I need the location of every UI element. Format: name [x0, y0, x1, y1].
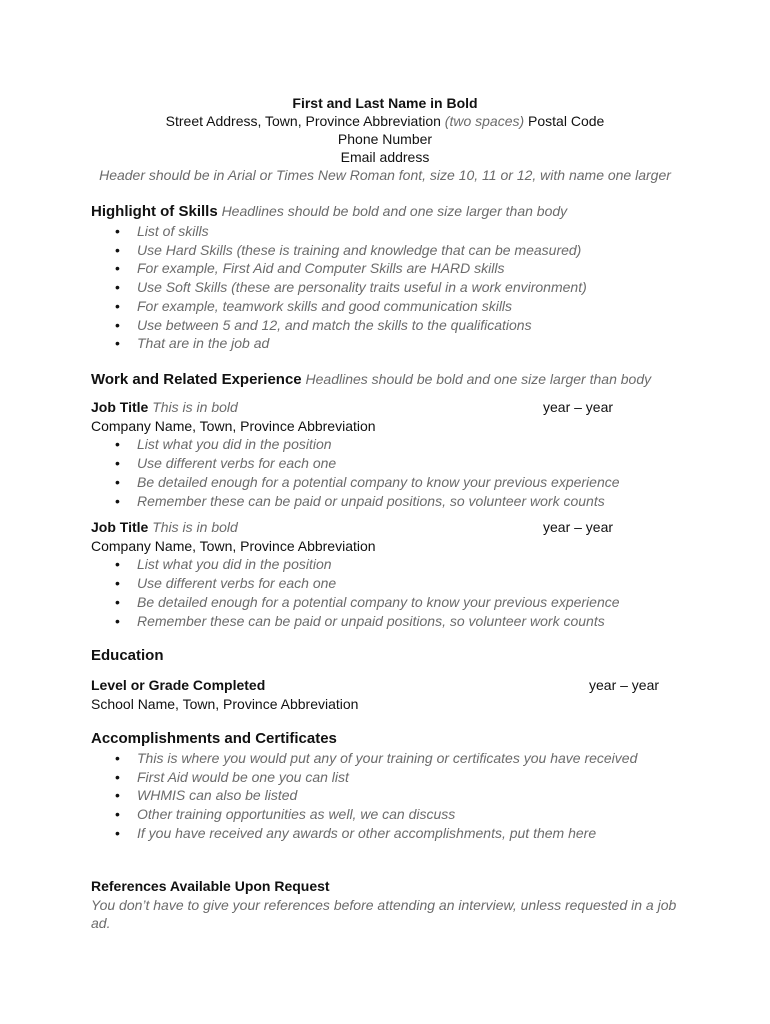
skills-section	[91, 201, 681, 353]
list-item: • Use between 5 and 12, and match the skills to the qualifications	[137, 316, 681, 335]
job-entry	[91, 398, 681, 510]
job-title: Job Title	[91, 399, 149, 415]
list-item: • WHMIS can also be listed	[137, 786, 681, 805]
list-item: • That are in the job ad	[137, 334, 681, 353]
list-item: • For example, First Aid and Computer Skills are HARD skills	[137, 259, 681, 278]
phone-number: Phone Number	[337, 131, 433, 147]
skills-list	[91, 222, 681, 353]
list-item: • Remember these can be paid or unpaid positions, so volunteer work counts	[137, 612, 681, 631]
references-section	[91, 877, 681, 933]
email-address: Email address	[340, 149, 430, 165]
list-item: • This is where you would put any of your training or certificates you have received	[137, 749, 681, 768]
postal-code: Postal Code	[528, 113, 605, 129]
address-note: (two spaces)	[444, 113, 525, 129]
street-address: Street Address, Town, Province Abbreviation	[165, 113, 441, 129]
education-years: year – year	[589, 677, 660, 693]
skills-heading: Highlight of Skills	[91, 203, 218, 220]
list-item: • First Aid would be one you can list	[137, 768, 681, 787]
job-title-note: This is in bold	[152, 519, 238, 535]
applicant-name: First and Last Name in Bold	[292, 95, 478, 111]
resume-header	[0, 94, 770, 184]
list-item: • If you have received any awards or other accomplishments, put them here	[137, 824, 681, 843]
references-heading: References Available Upon Request	[91, 878, 330, 894]
list-item: • Use different verbs for each one	[137, 454, 681, 473]
education-level: Level or Grade Completed	[91, 677, 266, 693]
accomplishments-section	[91, 728, 681, 843]
experience-heading: Work and Related Experience	[91, 371, 302, 388]
list-item: • Remember these can be paid or unpaid positions, so volunteer work counts	[137, 492, 681, 511]
experience-heading-note: Headlines should be bold and one size larger than body	[305, 371, 652, 387]
company-info: Company Name, Town, Province Abbreviation	[91, 417, 376, 434]
job-years: year – year	[543, 519, 614, 535]
list-item: • Use different verbs for each one	[137, 574, 681, 593]
experience-section	[91, 369, 681, 390]
header-note: Header should be in Arial or Times New Roman font, size 10, 11 or 12, with name one larger	[99, 167, 671, 183]
list-item: • List what you did in the position	[137, 555, 681, 574]
job-entry	[91, 518, 681, 630]
list-item: • Other training opportunities as well, we can discuss	[137, 805, 681, 824]
job-duties-list	[91, 555, 681, 630]
accomplishments-heading: Accomplishments and Certificates	[91, 730, 337, 747]
list-item: • List what you did in the position	[137, 435, 681, 454]
job-duties-list	[91, 435, 681, 510]
list-item: • Be detailed enough for a potential company to know your previous experience	[137, 473, 681, 492]
job-title-note: This is in bold	[152, 399, 238, 415]
list-item: • Use Hard Skills (these is training and knowledge that can be measured)	[137, 241, 681, 260]
job-title: Job Title	[91, 519, 149, 535]
list-item: • Be detailed enough for a potential company to know your previous experience	[137, 593, 681, 612]
list-item: • List of skills	[137, 222, 681, 241]
school-info: School Name, Town, Province Abbreviation	[91, 695, 359, 712]
references-note: You don’t have to give your references before attending an interview, unless requested in a job ad.	[91, 896, 677, 932]
education-heading: Education	[91, 647, 164, 664]
address-line	[0, 112, 770, 130]
company-info: Company Name, Town, Province Abbreviation	[91, 537, 376, 554]
accomplishments-list	[91, 749, 681, 843]
skills-heading-note: Headlines should be bold and one size larger than body	[221, 203, 568, 219]
education-section	[91, 645, 681, 666]
list-item: • Use Soft Skills (these are personality traits useful in a work environment)	[137, 278, 681, 297]
education-entry	[91, 676, 681, 713]
list-item: • For example, teamwork skills and good communication skills	[137, 297, 681, 316]
job-years: year – year	[543, 399, 614, 415]
